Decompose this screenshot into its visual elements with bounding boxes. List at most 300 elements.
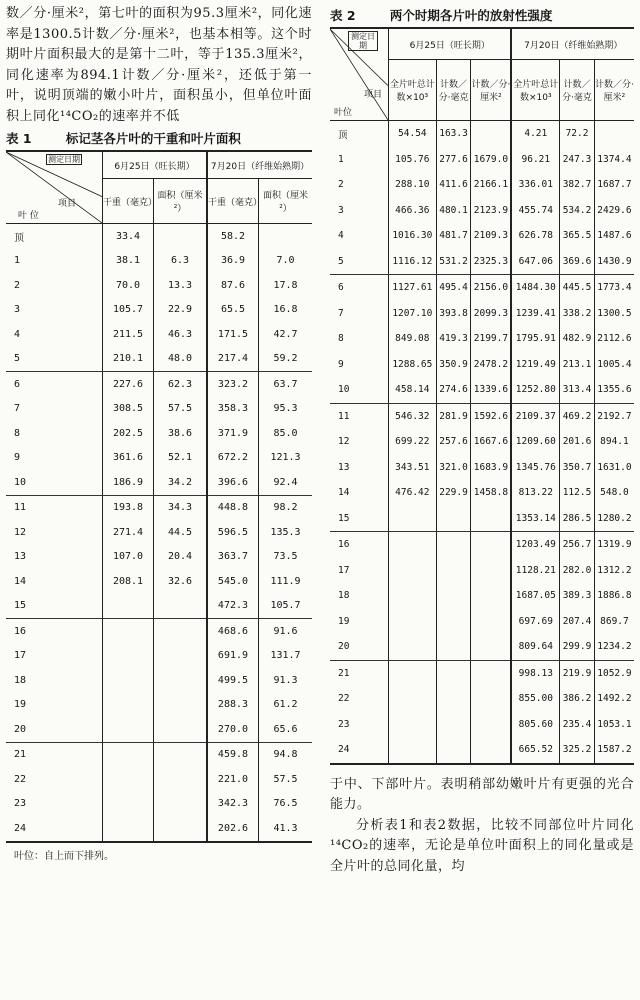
table-row	[330, 223, 634, 249]
leaf-position-cell: 22	[338, 693, 350, 705]
value-cell: 256.7	[560, 532, 595, 558]
table-row	[330, 377, 634, 403]
value-cell: 458.14	[389, 377, 437, 403]
value-cell: 2429.6	[594, 198, 634, 224]
table1-period1-header: 6月25日（旺长期）	[103, 151, 207, 179]
value-cell	[154, 668, 207, 693]
value-cell: 325.2	[560, 737, 595, 764]
value-cell: 545.0	[207, 569, 259, 594]
value-cell: 105.76	[389, 147, 437, 173]
value-cell: 32.6	[154, 569, 207, 594]
value-cell: 1207.10	[389, 301, 437, 327]
table2-col-percm2-2: 计数／分·厘米²	[594, 60, 634, 121]
value-cell: 54.54	[389, 121, 437, 147]
table1-corner-date-label: 测定日期	[48, 155, 80, 164]
value-cell: 17.8	[258, 273, 312, 298]
value-cell: 363.7	[207, 545, 259, 570]
leaf-position-cell: 1	[14, 255, 21, 267]
value-cell: 546.32	[389, 403, 437, 429]
value-cell: 1128.21	[511, 558, 559, 584]
value-cell: 171.5	[207, 322, 259, 347]
value-cell: 466.36	[389, 198, 437, 224]
table2-corner-header	[330, 28, 389, 121]
table-row	[330, 352, 634, 378]
value-cell: 38.1	[103, 249, 154, 274]
value-cell: 271.4	[103, 520, 154, 545]
table1-corner-header	[6, 151, 103, 224]
right-column	[330, 4, 634, 877]
table-row	[330, 172, 634, 198]
value-cell	[103, 668, 154, 693]
value-cell	[154, 816, 207, 842]
body-paragraph-left: 数／分·厘米²，第七叶的面积为95.3厘米²，同化速率是1300.5计数／分·厘米²，也基本相等。这个时期叶片面积最大的是第十二叶，等于135.3厘米²，同化速率为894.1计数／分·厘米²，还低于第一叶，说明顶端的嫩小叶片，面积虽小，但单位叶面积上同化¹⁴CO₂的速率并不低	[6, 6, 312, 124]
value-cell: 72.2	[560, 121, 595, 147]
leaf-position-cell: 13	[338, 461, 350, 473]
leaf-position-cell: 7	[14, 403, 21, 415]
value-cell	[154, 717, 207, 742]
value-cell: 42.7	[258, 322, 312, 347]
right-text	[330, 775, 634, 878]
leaf-position-cell: 4	[338, 230, 344, 242]
table2-col-percm2-1: 计数／分·厘米²	[471, 60, 512, 121]
value-cell: 1234.2	[594, 634, 634, 660]
value-cell	[103, 717, 154, 742]
value-cell: 94.8	[258, 742, 312, 767]
value-cell: 65.5	[207, 298, 259, 323]
value-cell: 805.60	[511, 712, 559, 738]
value-cell: 849.08	[389, 326, 437, 352]
table-row	[6, 569, 312, 594]
value-cell: 389.3	[560, 583, 595, 609]
value-cell: 1374.4	[594, 147, 634, 173]
value-cell: 998.13	[511, 660, 559, 686]
value-cell: 308.5	[103, 397, 154, 422]
value-cell: 343.51	[389, 455, 437, 481]
value-cell	[436, 634, 471, 660]
value-cell: 894.1	[594, 429, 634, 455]
value-cell: 235.4	[560, 712, 595, 738]
value-cell: 499.5	[207, 668, 259, 693]
value-cell: 1458.8	[471, 480, 512, 506]
value-cell	[103, 693, 154, 718]
table-row	[6, 249, 312, 274]
table-row	[6, 816, 312, 842]
value-cell: 361.6	[103, 446, 154, 471]
leaf-position-cell: 12	[14, 526, 27, 538]
table-row	[330, 532, 634, 558]
value-cell	[389, 558, 437, 584]
value-cell	[471, 737, 512, 764]
table-row	[6, 397, 312, 422]
value-cell: 855.00	[511, 686, 559, 712]
value-cell: 91.6	[258, 619, 312, 644]
leaf-position-cell: 8	[14, 427, 21, 439]
leaf-position-cell: 23	[14, 798, 27, 810]
value-cell	[103, 619, 154, 644]
value-cell	[436, 737, 471, 764]
leaf-position-cell: 4	[14, 328, 21, 340]
value-cell: 202.5	[103, 421, 154, 446]
value-cell: 193.8	[103, 495, 154, 520]
value-cell: 809.64	[511, 634, 559, 660]
value-cell: 358.3	[207, 397, 259, 422]
value-cell: 207.4	[560, 609, 595, 635]
leaf-position-cell: 14	[14, 575, 27, 587]
table-row	[6, 693, 312, 718]
value-cell	[594, 121, 634, 147]
value-cell: 57.5	[258, 767, 312, 792]
table-row	[330, 275, 634, 301]
table1-title: 标记茎各片叶的干重和叶片面积	[65, 131, 241, 146]
value-cell: 20.4	[154, 545, 207, 570]
table2	[330, 27, 634, 765]
value-cell: 1353.14	[511, 506, 559, 532]
value-cell	[154, 644, 207, 669]
value-cell: 41.3	[258, 816, 312, 842]
value-cell: 1288.65	[389, 352, 437, 378]
value-cell: 91.3	[258, 668, 312, 693]
value-cell: 691.9	[207, 644, 259, 669]
value-cell: 1592.6	[471, 403, 512, 429]
table2-period1-header: 6月25日（旺长期）	[389, 28, 512, 60]
value-cell: 1339.6	[471, 377, 512, 403]
table1-col-dryweight-2: 干重（毫克）	[207, 179, 259, 224]
value-cell: 459.8	[207, 742, 259, 767]
value-cell: 257.6	[436, 429, 471, 455]
value-cell	[471, 660, 512, 686]
value-cell: 16.8	[258, 298, 312, 323]
leaf-position-cell: 24	[330, 737, 389, 764]
value-cell: 277.6	[436, 147, 471, 173]
value-cell: 61.2	[258, 693, 312, 718]
table-row	[6, 224, 312, 249]
value-cell	[103, 792, 154, 817]
leaf-position-cell: 3	[338, 204, 344, 216]
leaf-position-cell: 10	[6, 470, 103, 495]
value-cell: 57.5	[154, 397, 207, 422]
table-row	[330, 121, 634, 147]
table-row	[6, 545, 312, 570]
value-cell	[389, 634, 437, 660]
value-cell: 62.3	[154, 372, 207, 397]
value-cell: 1886.8	[594, 583, 634, 609]
leaf-position-cell: 10	[330, 377, 389, 403]
value-cell: 2123.9	[471, 198, 512, 224]
table2-col-total-1: 全片叶总计数×10³	[389, 60, 437, 121]
leaf-position-cell: 顶	[338, 129, 348, 141]
table2-corner-leaf-label: 叶位	[334, 108, 353, 118]
value-cell	[258, 224, 312, 249]
value-cell	[154, 792, 207, 817]
value-cell: 38.6	[154, 421, 207, 446]
value-cell	[389, 660, 437, 686]
table-row	[330, 558, 634, 584]
value-cell: 2109.37	[511, 403, 559, 429]
value-cell	[471, 634, 512, 660]
leaf-position-cell: 9	[14, 452, 21, 464]
leaf-position-cell: 23	[338, 718, 350, 730]
leaf-position-cell: 1	[338, 153, 344, 165]
leaf-position-cell: 12	[338, 436, 350, 448]
value-cell	[389, 609, 437, 635]
leaf-position-cell: 20	[6, 717, 103, 742]
value-cell	[471, 583, 512, 609]
value-cell: 365.5	[560, 223, 595, 249]
value-cell: 22.9	[154, 298, 207, 323]
value-cell: 299.9	[560, 634, 595, 660]
table-row	[330, 480, 634, 506]
value-cell	[103, 742, 154, 767]
leaf-position-cell: 16	[14, 625, 27, 637]
value-cell: 1239.41	[511, 301, 559, 327]
table-row	[6, 347, 312, 372]
value-cell	[389, 506, 437, 532]
table-row	[6, 717, 312, 742]
value-cell: 219.9	[560, 660, 595, 686]
leaf-position-cell: 14	[338, 487, 350, 499]
value-cell: 1319.9	[594, 532, 634, 558]
table1-caption	[6, 129, 312, 147]
value-cell: 1300.5	[594, 301, 634, 327]
value-cell	[389, 532, 437, 558]
leaf-position-cell: 5	[6, 347, 103, 372]
value-cell: 336.01	[511, 172, 559, 198]
value-cell: 1005.4	[594, 352, 634, 378]
leaf-position-cell: 11	[14, 502, 27, 514]
value-cell: 135.3	[258, 520, 312, 545]
value-cell: 1355.6	[594, 377, 634, 403]
value-cell	[436, 558, 471, 584]
value-cell: 445.5	[560, 275, 595, 301]
value-cell	[154, 742, 207, 767]
value-cell: 1345.76	[511, 455, 559, 481]
table-row	[6, 421, 312, 446]
value-cell	[471, 712, 512, 738]
table2-col-total-2: 全片叶总计数×10³	[511, 60, 559, 121]
value-cell: 350.9	[436, 352, 471, 378]
value-cell: 481.7	[436, 223, 471, 249]
leaf-position-cell: 18	[14, 674, 27, 686]
leaf-position-cell: 2	[14, 279, 21, 291]
leaf-position-cell: 9	[338, 358, 344, 370]
value-cell: 208.1	[103, 569, 154, 594]
table1-col-area-1: 面积（厘米²）	[154, 179, 207, 224]
value-cell: 1631.0	[594, 455, 634, 481]
value-cell: 1016.30	[389, 223, 437, 249]
value-cell	[154, 594, 207, 619]
value-cell: 282.0	[560, 558, 595, 584]
table2-col-permg-1: 计数／分·毫克	[436, 60, 471, 121]
table-row	[330, 712, 634, 738]
leaf-position-cell: 24	[6, 816, 103, 842]
value-cell: 92.4	[258, 470, 312, 495]
value-cell: 288.10	[389, 172, 437, 198]
table-row	[330, 634, 634, 660]
value-cell: 382.7	[560, 172, 595, 198]
value-cell: 6.3	[154, 249, 207, 274]
value-cell	[389, 737, 437, 764]
value-cell: 13.3	[154, 273, 207, 298]
value-cell: 213.1	[560, 352, 595, 378]
value-cell	[103, 594, 154, 619]
value-cell: 112.5	[560, 480, 595, 506]
leaf-position-cell: 2	[338, 179, 344, 191]
value-cell: 1127.61	[389, 275, 437, 301]
table-row	[6, 372, 312, 397]
value-cell: 2166.1	[471, 172, 512, 198]
value-cell: 699.22	[389, 429, 437, 455]
body-paragraph-right-2: 分析表1和表2数据，比较不同部位叶片同化¹⁴CO₂的速率，无论是单位叶面积上的同化量或是全片叶的总同化量，均	[330, 817, 634, 874]
value-cell: 1116.12	[389, 249, 437, 275]
value-cell	[436, 583, 471, 609]
value-cell: 482.9	[560, 326, 595, 352]
table-row	[330, 198, 634, 224]
value-cell: 813.22	[511, 480, 559, 506]
value-cell: 1679.0	[471, 147, 512, 173]
table2-title: 两个时期各片叶的放射性强度	[389, 8, 553, 23]
value-cell: 34.2	[154, 470, 207, 495]
value-cell: 534.2	[560, 198, 595, 224]
value-cell: 476.42	[389, 480, 437, 506]
table1-note: 叶位：自上而下排列。	[14, 850, 114, 862]
value-cell: 87.6	[207, 273, 259, 298]
value-cell	[471, 506, 512, 532]
leaf-position-cell: 22	[14, 773, 27, 785]
value-cell: 396.6	[207, 470, 259, 495]
value-cell: 34.3	[154, 495, 207, 520]
table-row	[6, 495, 312, 520]
table1-corner-leaf-label: 叶 位	[18, 211, 39, 221]
table2-corner-date-label: 测定日期	[348, 31, 378, 51]
value-cell: 495.4	[436, 275, 471, 301]
value-cell: 1484.30	[511, 275, 559, 301]
value-cell: 1219.49	[511, 352, 559, 378]
table-row	[6, 273, 312, 298]
body-paragraph-right-1: 于中、下部叶片。表明稍部幼嫩叶片有更强的光合能力。	[330, 776, 634, 812]
leaf-position-cell: 15	[6, 594, 103, 619]
value-cell: 131.7	[258, 644, 312, 669]
table-row	[6, 644, 312, 669]
value-cell	[154, 767, 207, 792]
value-cell: 371.9	[207, 421, 259, 446]
value-cell	[436, 532, 471, 558]
table-row	[330, 147, 634, 173]
value-cell: 107.0	[103, 545, 154, 570]
table-row	[6, 594, 312, 619]
table1-corner-item-label: 项目	[58, 199, 77, 209]
table2-col-permg-2: 计数／分·毫克	[560, 60, 595, 121]
value-cell: 469.2	[560, 403, 595, 429]
left-column	[6, 4, 312, 862]
table-row	[330, 249, 634, 275]
value-cell: 44.5	[154, 520, 207, 545]
value-cell: 270.0	[207, 717, 259, 742]
table-row	[330, 506, 634, 532]
value-cell: 73.5	[258, 545, 312, 570]
value-cell: 472.3	[207, 594, 259, 619]
value-cell: 1795.91	[511, 326, 559, 352]
leaf-position-cell: 15	[330, 506, 389, 532]
value-cell: 227.6	[103, 372, 154, 397]
value-cell: 321.0	[436, 455, 471, 481]
value-cell: 1687.7	[594, 172, 634, 198]
value-cell: 33.4	[103, 224, 154, 249]
leaf-position-cell: 21	[14, 749, 27, 761]
value-cell: 1667.6	[471, 429, 512, 455]
value-cell	[471, 532, 512, 558]
table1-period2-header: 7月20日（纤维始熟期）	[207, 151, 312, 179]
leaf-position-cell: 20	[330, 634, 389, 660]
value-cell: 1203.49	[511, 532, 559, 558]
value-cell: 2109.3	[471, 223, 512, 249]
table2-caption	[330, 6, 634, 24]
leaf-position-cell: 3	[14, 304, 21, 316]
value-cell	[154, 619, 207, 644]
leaf-position-cell: 16	[338, 539, 350, 551]
value-cell	[103, 816, 154, 842]
value-cell: 201.6	[560, 429, 595, 455]
value-cell	[471, 121, 512, 147]
value-cell	[154, 693, 207, 718]
value-cell: 1587.2	[594, 737, 634, 764]
value-cell: 2478.2	[471, 352, 512, 378]
value-cell: 1252.80	[511, 377, 559, 403]
value-cell: 63.7	[258, 372, 312, 397]
value-cell: 85.0	[258, 421, 312, 446]
leaf-position-cell: 21	[338, 667, 350, 679]
value-cell: 58.2	[207, 224, 259, 249]
value-cell: 95.3	[258, 397, 312, 422]
table-row	[6, 619, 312, 644]
table-row	[6, 792, 312, 817]
table2-body	[330, 121, 634, 764]
value-cell: 869.7	[594, 609, 634, 635]
value-cell: 288.3	[207, 693, 259, 718]
value-cell: 247.3	[560, 147, 595, 173]
value-cell: 1687.05	[511, 583, 559, 609]
table-row	[6, 446, 312, 471]
value-cell: 70.0	[103, 273, 154, 298]
value-cell: 98.2	[258, 495, 312, 520]
leaf-position-cell: 13	[14, 551, 27, 563]
value-cell: 626.78	[511, 223, 559, 249]
value-cell: 548.0	[594, 480, 634, 506]
value-cell: 1773.4	[594, 275, 634, 301]
value-cell: 36.9	[207, 249, 259, 274]
leaf-position-cell: 11	[338, 410, 350, 422]
value-cell	[471, 686, 512, 712]
table2-corner-item-label: 项目	[364, 90, 383, 100]
value-cell: 286.5	[560, 506, 595, 532]
value-cell: 350.7	[560, 455, 595, 481]
table-row	[6, 742, 312, 767]
table-row	[6, 520, 312, 545]
value-cell	[471, 558, 512, 584]
leaf-position-cell: 19	[14, 699, 27, 711]
table-row	[330, 455, 634, 481]
value-cell: 1430.9	[594, 249, 634, 275]
table2-period2-header: 7月20日（纤维始熟期）	[511, 28, 634, 60]
value-cell	[154, 224, 207, 249]
value-cell: 121.3	[258, 446, 312, 471]
value-cell: 596.5	[207, 520, 259, 545]
value-cell: 281.9	[436, 403, 471, 429]
value-cell: 2192.7	[594, 403, 634, 429]
value-cell: 455.74	[511, 198, 559, 224]
value-cell	[389, 712, 437, 738]
value-cell: 647.06	[511, 249, 559, 275]
leaf-position-cell: 19	[338, 615, 350, 627]
